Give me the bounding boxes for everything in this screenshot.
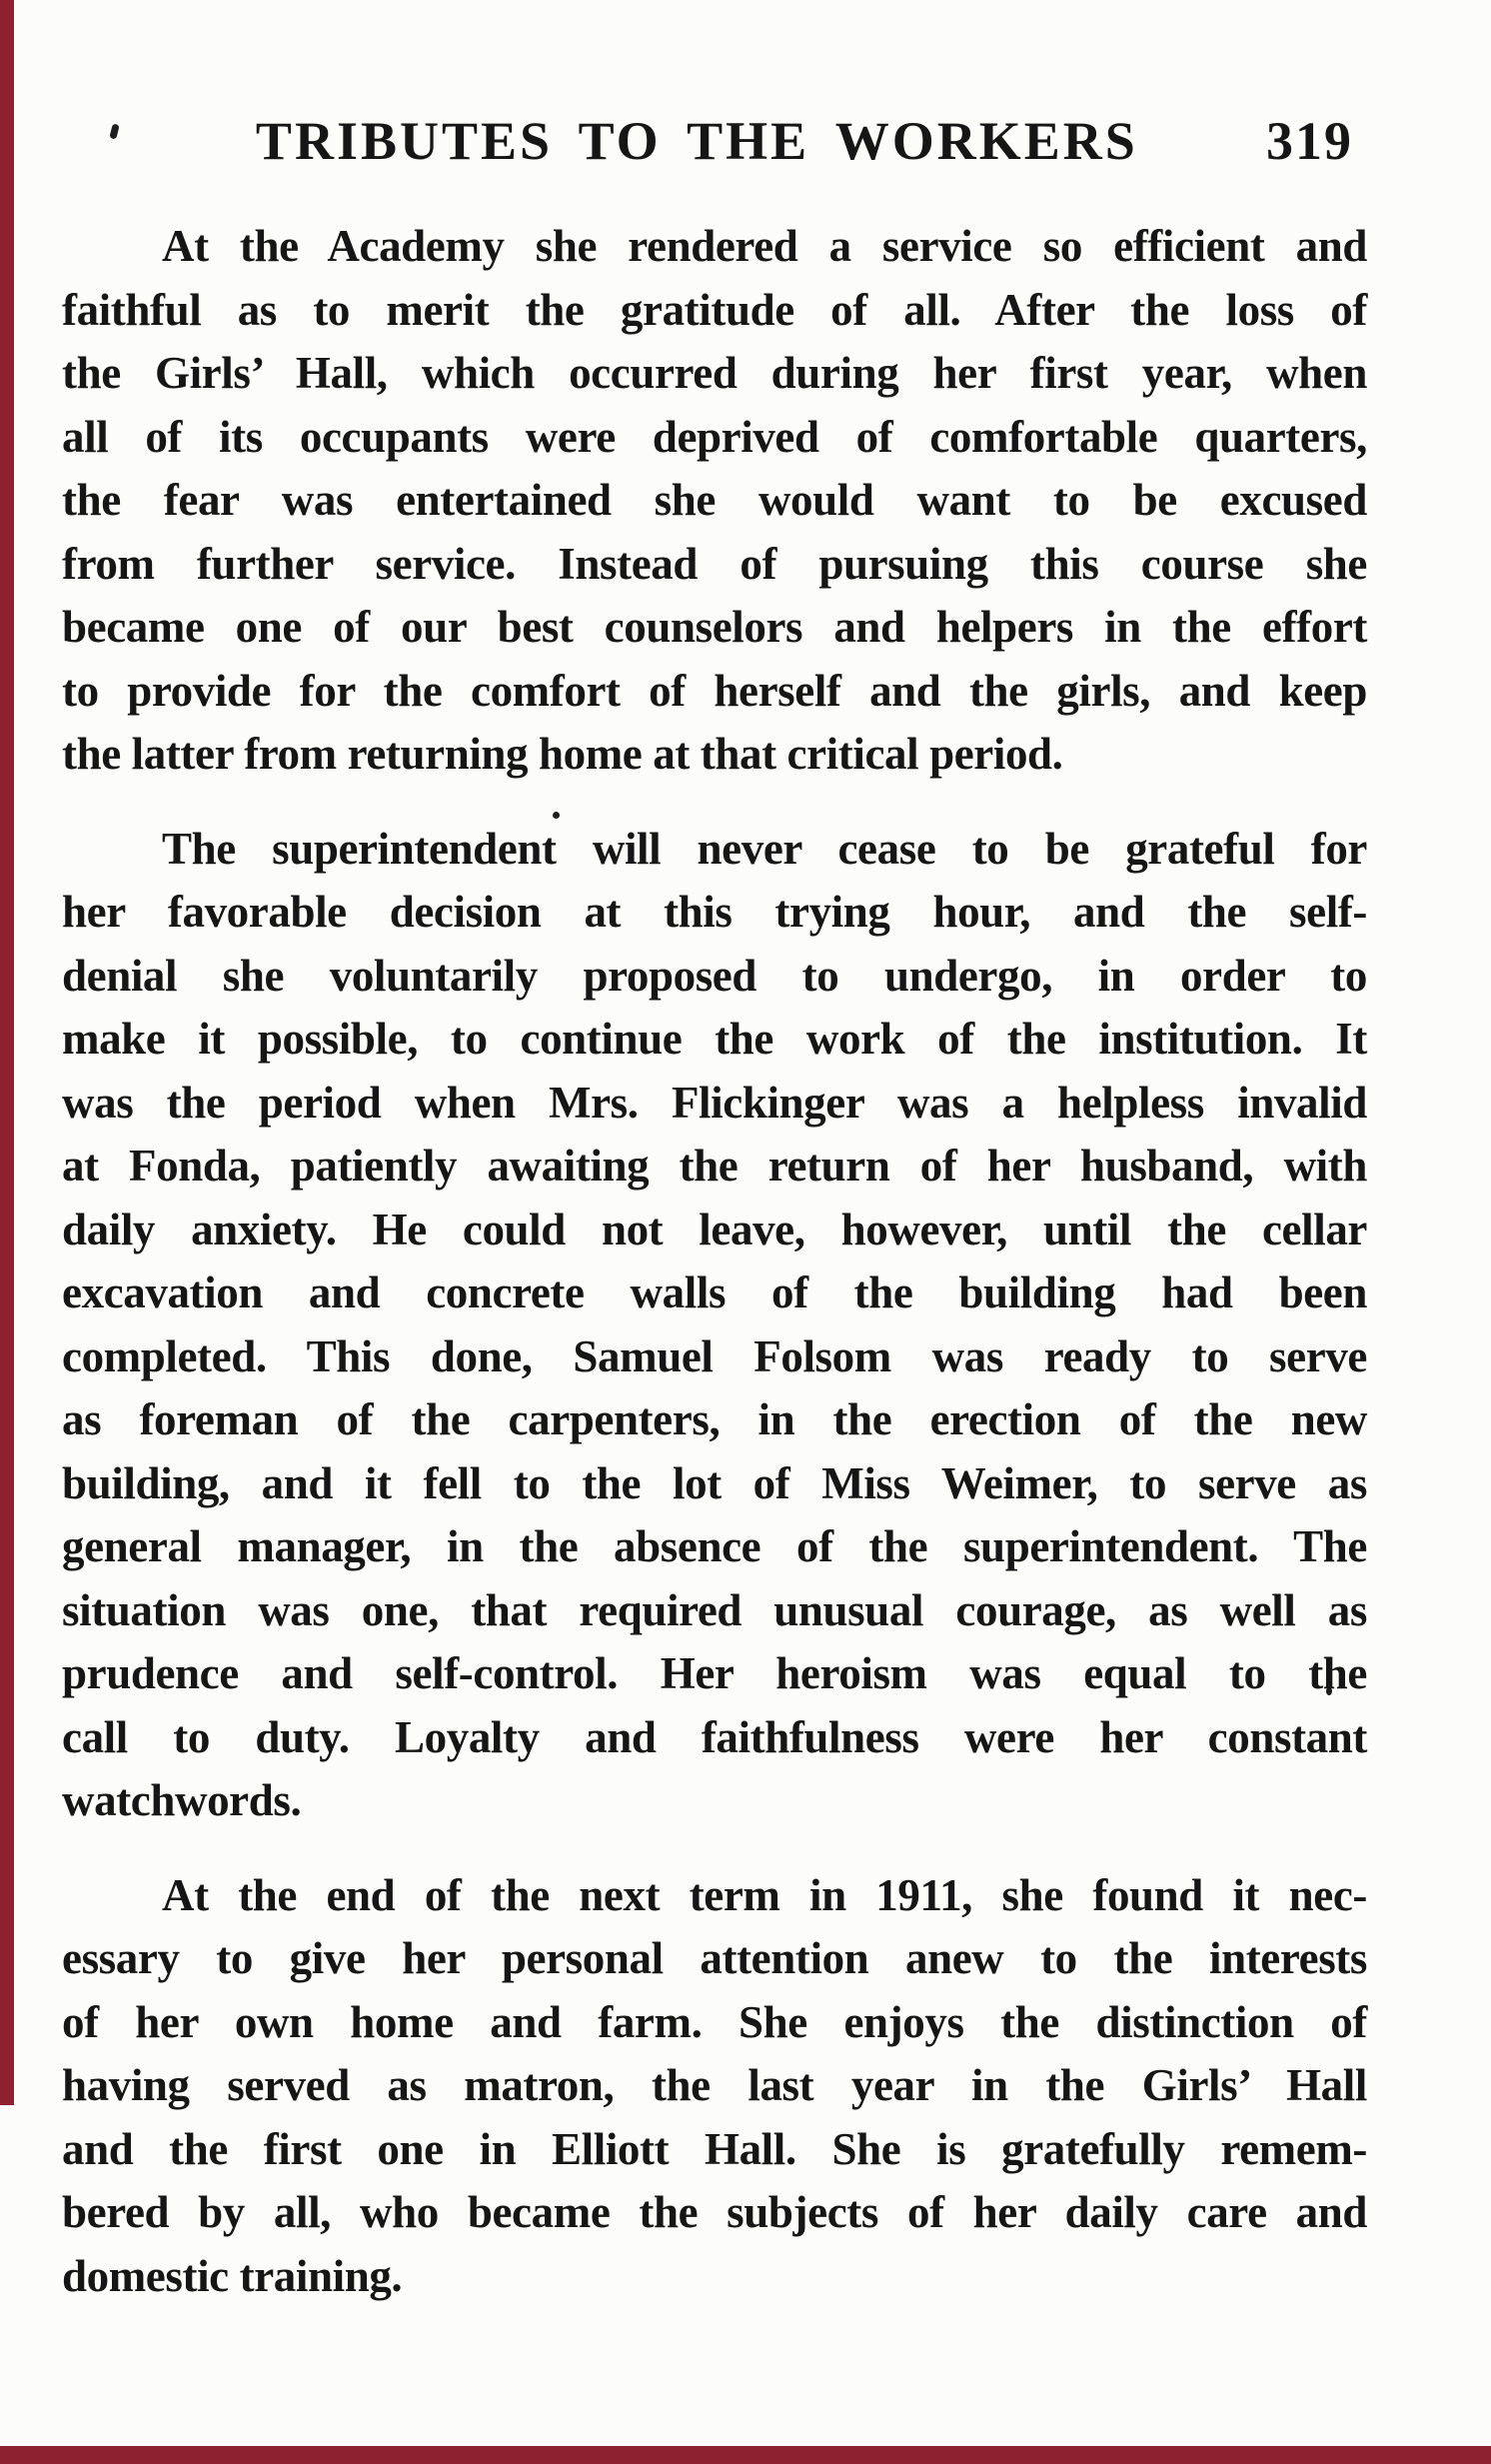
text-line: to provide for the comfort of herself and the girls, and keep [62, 665, 1367, 716]
text-line: completed. This done, Samuel Folsom was ready to serve [62, 1330, 1367, 1381]
text-line: as foreman of the carpenters, in the erection of the new [62, 1394, 1367, 1444]
text-line: make it possible, to continue the work of the institution. It [62, 1014, 1367, 1064]
text-line: at Fonda, patiently awaiting the return of her husband, with [62, 1141, 1367, 1191]
text-line: essary to give her personal attention anew to the interests [62, 1933, 1367, 1983]
bottom-edge-red-rule [0, 2446, 1491, 2464]
left-edge-red-rule [0, 0, 14, 2105]
text-line: situation was one, that required unusual courage, as well as [62, 1584, 1367, 1635]
text-line: and the first one in Elliott Hall. She is gratefully remem- [62, 2123, 1367, 2174]
text-line: call to duty. Loyalty and faithfulness were her constant [62, 1711, 1367, 1762]
text-line: denial she voluntarily proposed to undergo, in order to [62, 950, 1367, 1001]
text-line: the latter from returning home at that critical period. [62, 729, 1063, 779]
text-column [62, 215, 1367, 2308]
text-line: At the end of the next term in 1911, she found it nec- [162, 1869, 1367, 1920]
text-line: all of its occupants were deprived of comfortable quarters, [62, 411, 1367, 462]
text-line: was the period when Mrs. Flickinger was a helpless invalid [62, 1077, 1367, 1128]
header-title: TRIBUTES TO THE WORKERS [255, 111, 1138, 171]
text-line: bered by all, who became the subjects of her daily care and [62, 2187, 1367, 2237]
page-number: 319 [1266, 111, 1353, 171]
text-line: her favorable decision at this trying hour, and the self- [62, 887, 1367, 937]
text-line: prudence and self-control. Her heroism was equal to the [62, 1648, 1367, 1698]
text-line: faithful as to merit the gratitude of all. After the loss of [62, 284, 1367, 335]
text-line: from further service. Instead of pursuing this course she [62, 538, 1367, 589]
text-line: the fear was entertained she would want to be excused [62, 475, 1367, 525]
text-line: watchwords. [62, 1775, 302, 1825]
text-line: daily anxiety. He could not leave, however, until the cellar [62, 1204, 1367, 1254]
text-line: of her own home and farm. She enjoys the distinction of [62, 1996, 1367, 2047]
text-line: general manager, in the absence of the superintendent. The [62, 1521, 1367, 1571]
text-line: became one of our best counselors and helpers in the effort [62, 602, 1367, 652]
paragraph [62, 215, 1367, 787]
text-line: having served as matron, the last year in the Girls’ Hall [62, 2060, 1367, 2110]
text-line: the Girls’ Hall, which occurred during her first year, when [62, 348, 1367, 398]
text-line: building, and it fell to the lot of Miss Weimer, to serve as [62, 1457, 1367, 1508]
page-header [62, 110, 1367, 172]
text-line: excavation and concrete walls of the building had been [62, 1267, 1367, 1317]
text-line: domestic training. [62, 2250, 403, 2301]
paragraph [62, 818, 1367, 1833]
text-line: The superintendent will never cease to be grateful for [162, 823, 1367, 874]
text-line: At the Academy she rendered a service so efficient and [162, 221, 1367, 271]
paragraph [62, 1864, 1367, 2309]
